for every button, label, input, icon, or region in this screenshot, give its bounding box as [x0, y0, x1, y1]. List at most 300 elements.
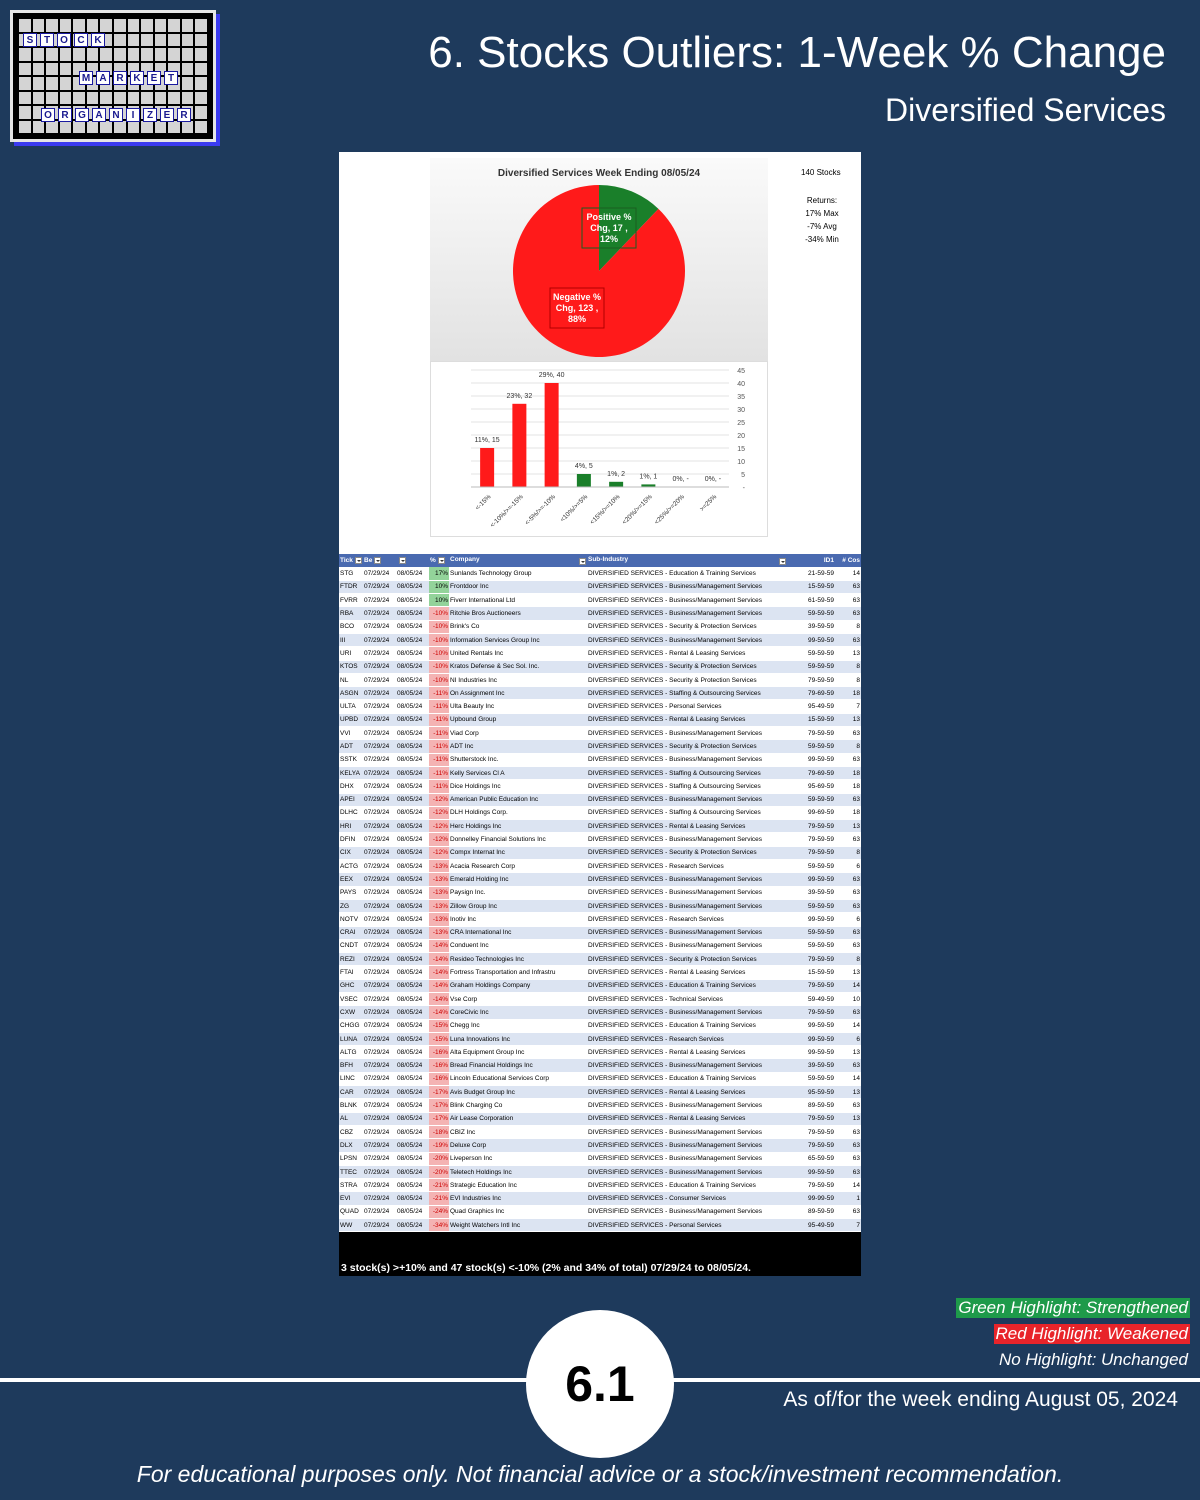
cell-end-date: 08/05/24: [396, 1046, 429, 1059]
bar-data-label: 1%, 1: [639, 473, 658, 481]
table-row[interactable]: [339, 780, 861, 793]
cell-pct-change: -11%: [429, 687, 449, 700]
cell-ticker: BLNK: [339, 1099, 363, 1112]
cell-pct-change: -11%: [429, 780, 449, 793]
cell-begin-date: 07/29/24: [363, 1125, 396, 1138]
logo-tile: [128, 34, 140, 47]
logo-tile: [60, 77, 72, 90]
logo-letter: I: [126, 108, 140, 122]
section-badge: 6.1: [526, 1310, 674, 1458]
table-row[interactable]: [339, 979, 861, 992]
cell-end-date: 08/05/24: [396, 580, 429, 593]
cell-company: Zillow Group Inc: [449, 899, 587, 912]
table-row[interactable]: [339, 806, 861, 819]
logo-word-organizer: [41, 108, 191, 122]
table-row[interactable]: [339, 1179, 861, 1192]
cell-ticker: LPSN: [339, 1152, 363, 1165]
logo-tile: [195, 48, 207, 61]
table-row[interactable]: [339, 993, 861, 1006]
table-row[interactable]: [339, 607, 861, 620]
table-row[interactable]: [339, 873, 861, 886]
table-row[interactable]: [339, 1125, 861, 1138]
cell-pct-change: -10%: [429, 647, 449, 660]
cell-company: Conduent Inc: [449, 939, 587, 952]
col-header-pct[interactable]: %: [429, 554, 449, 567]
cell-begin-date: 07/29/24: [363, 1139, 396, 1152]
table-row[interactable]: [339, 1219, 861, 1232]
logo-word-market: [79, 71, 178, 85]
cell-id1: 59-59-59: [787, 899, 835, 912]
cell-cos: 18: [835, 780, 861, 793]
cell-cos: 63: [835, 873, 861, 886]
cell-begin-date: 07/29/24: [363, 1219, 396, 1232]
table-row[interactable]: [339, 939, 861, 952]
cell-id1: 59-59-59: [787, 860, 835, 873]
cell-end-date: 08/05/24: [396, 886, 429, 899]
bar-data-label: 11%, 15: [474, 437, 500, 444]
cell-company: Liveperson Inc: [449, 1152, 587, 1165]
cell-company: Ritchie Bros Auctioneers: [449, 607, 587, 620]
cell-begin-date: 07/29/24: [363, 1059, 396, 1072]
cell-subindustry: DIVERSIFIED SERVICES - Business/Management Services: [587, 1059, 787, 1072]
cell-end-date: 08/05/24: [396, 966, 429, 979]
logo-tile: [128, 19, 140, 32]
cell-subindustry: DIVERSIFIED SERVICES - Personal Services: [587, 700, 787, 713]
cell-cos: 7: [835, 1219, 861, 1232]
table-row[interactable]: [339, 1019, 861, 1032]
cell-subindustry: DIVERSIFIED SERVICES - Business/Management Services: [587, 1205, 787, 1218]
cell-cos: 13: [835, 713, 861, 726]
logo-letter: C: [74, 33, 88, 47]
cell-company: Viad Corp: [449, 727, 587, 740]
legend-none: No Highlight: Unchanged: [998, 1350, 1188, 1369]
col-header-end[interactable]: [396, 554, 429, 567]
cell-company: NI Industries Inc: [449, 673, 587, 686]
cell-ticker: STG: [339, 567, 363, 580]
cell-subindustry: DIVERSIFIED SERVICES - Business/Management Services: [587, 580, 787, 593]
cell-cos: 8: [835, 953, 861, 966]
logo-tile: [73, 19, 85, 32]
cell-id1: 79-59-59: [787, 1179, 835, 1192]
pie-data-label: Positive %: [586, 212, 632, 222]
cell-begin-date: 07/29/24: [363, 1032, 396, 1045]
filter-dropdown-icon[interactable]: [399, 557, 406, 564]
cell-begin-date: 07/29/24: [363, 1165, 396, 1178]
filter-dropdown-icon[interactable]: [355, 557, 362, 564]
table-row[interactable]: [339, 727, 861, 740]
table-row[interactable]: [339, 793, 861, 806]
logo-letter: Z: [143, 108, 157, 122]
logo-tile: [60, 63, 72, 76]
logo-tile: [60, 19, 72, 32]
table-row[interactable]: [339, 1086, 861, 1099]
cell-pct-change: -14%: [429, 993, 449, 1006]
cell-company: Inotiv Inc: [449, 913, 587, 926]
cell-company: Shutterstock Inc.: [449, 753, 587, 766]
cell-subindustry: DIVERSIFIED SERVICES - Education & Training Services: [587, 1179, 787, 1192]
table-row[interactable]: [339, 846, 861, 859]
table-row[interactable]: [339, 899, 861, 912]
table-row[interactable]: [339, 966, 861, 979]
table-row[interactable]: [339, 567, 861, 580]
cell-end-date: 08/05/24: [396, 913, 429, 926]
cell-begin-date: 07/29/24: [363, 966, 396, 979]
cell-id1: 79-69-59: [787, 687, 835, 700]
pie-chart-title: Diversified Services Week Ending 08/05/24: [497, 168, 701, 179]
table-row[interactable]: [339, 620, 861, 633]
cell-subindustry: DIVERSIFIED SERVICES - Research Services: [587, 913, 787, 926]
cell-pct-change: -16%: [429, 1046, 449, 1059]
filter-dropdown-icon[interactable]: [374, 557, 381, 564]
cell-begin-date: 07/29/24: [363, 740, 396, 753]
cell-pct-change: -21%: [429, 1192, 449, 1205]
cell-end-date: 08/05/24: [396, 939, 429, 952]
cell-begin-date: 07/29/24: [363, 607, 396, 620]
cell-end-date: 08/05/24: [396, 687, 429, 700]
cell-id1: 79-59-59: [787, 953, 835, 966]
cell-begin-date: 07/29/24: [363, 753, 396, 766]
cell-company: Weight Watchers Intl Inc: [449, 1219, 587, 1232]
logo-tile: [87, 92, 99, 105]
cell-ticker: SSTK: [339, 753, 363, 766]
table-row[interactable]: [339, 1046, 861, 1059]
cell-begin-date: 07/29/24: [363, 594, 396, 607]
cell-subindustry: DIVERSIFIED SERVICES - Business/Management Services: [587, 886, 787, 899]
cell-begin-date: 07/29/24: [363, 979, 396, 992]
cell-begin-date: 07/29/24: [363, 913, 396, 926]
col-header-id1[interactable]: ID1: [787, 554, 835, 567]
cell-id1: 79-59-59: [787, 1006, 835, 1019]
cell-company: Information Services Group Inc: [449, 633, 587, 646]
logo-letter: A: [96, 71, 110, 85]
table-row[interactable]: [339, 740, 861, 753]
cell-begin-date: 07/29/24: [363, 1152, 396, 1165]
table-row[interactable]: [339, 713, 861, 726]
col-header-cos[interactable]: # Cos: [835, 554, 861, 567]
outliers-table: [339, 554, 861, 1232]
cell-id1: 59-59-59: [787, 660, 835, 673]
col-header-begin[interactable]: Be: [363, 554, 396, 567]
cell-ticker: URI: [339, 647, 363, 660]
cell-subindustry: DIVERSIFIED SERVICES - Security & Protection Services: [587, 846, 787, 859]
table-row[interactable]: [339, 926, 861, 939]
cell-ticker: VVI: [339, 727, 363, 740]
cell-id1: 79-59-59: [787, 1112, 835, 1125]
cell-ticker: CNDT: [339, 939, 363, 952]
table-row[interactable]: [339, 1152, 861, 1165]
cell-id1: 65-59-59: [787, 1152, 835, 1165]
cell-end-date: 08/05/24: [396, 1205, 429, 1218]
cell-cos: 13: [835, 1046, 861, 1059]
cell-begin-date: 07/29/24: [363, 860, 396, 873]
logo-letter: O: [57, 33, 71, 47]
logo-tile: [168, 92, 180, 105]
table-row[interactable]: [339, 766, 861, 779]
cell-pct-change: 17%: [429, 567, 449, 580]
cell-end-date: 08/05/24: [396, 1165, 429, 1178]
cell-subindustry: DIVERSIFIED SERVICES - Business/Management Services: [587, 1006, 787, 1019]
table-row[interactable]: [339, 820, 861, 833]
cell-cos: 63: [835, 727, 861, 740]
cell-pct-change: -12%: [429, 846, 449, 859]
bar-data-label: 23%, 32: [506, 392, 533, 400]
table-row[interactable]: [339, 1006, 861, 1019]
table-row[interactable]: [339, 1192, 861, 1205]
pie-chart: [430, 158, 768, 361]
cell-pct-change: -14%: [429, 966, 449, 979]
cell-ticker: NOTV: [339, 913, 363, 926]
cell-end-date: 08/05/24: [396, 860, 429, 873]
logo-tile: [46, 48, 58, 61]
cell-company: Kratos Defense & Sec Sol. Inc.: [449, 660, 587, 673]
pie-slice-negative: [513, 185, 685, 357]
table-row[interactable]: [339, 673, 861, 686]
table-row[interactable]: [339, 1099, 861, 1112]
cell-id1: 99-59-59: [787, 633, 835, 646]
cell-pct-change: -17%: [429, 1099, 449, 1112]
cell-company: On Assignment Inc: [449, 687, 587, 700]
cell-cos: 7: [835, 700, 861, 713]
logo-tile: [114, 34, 126, 47]
logo-tile: [73, 121, 85, 134]
table-row[interactable]: [339, 1032, 861, 1045]
cell-company: Dice Holdings Inc: [449, 780, 587, 793]
filter-dropdown-icon[interactable]: [438, 557, 445, 564]
cell-ticker: KTOS: [339, 660, 363, 673]
cell-begin-date: 07/29/24: [363, 647, 396, 660]
cell-begin-date: 07/29/24: [363, 926, 396, 939]
cell-ticker: VSEC: [339, 993, 363, 1006]
cell-pct-change: -17%: [429, 1086, 449, 1099]
cell-company: Graham Holdings Company: [449, 979, 587, 992]
logo-word-stock: [23, 33, 105, 47]
cell-id1: 59-59-59: [787, 939, 835, 952]
x-tick-label: <-5%/>=-10%: [523, 493, 558, 527]
cell-cos: 14: [835, 1072, 861, 1085]
table-row[interactable]: [339, 833, 861, 846]
cell-cos: 63: [835, 1099, 861, 1112]
logo-tile: [182, 77, 194, 90]
cell-cos: 63: [835, 580, 861, 593]
cell-pct-change: -18%: [429, 1125, 449, 1138]
logo-tile: [19, 92, 31, 105]
cell-end-date: 08/05/24: [396, 1125, 429, 1138]
cell-ticker: EVI: [339, 1192, 363, 1205]
cell-cos: 8: [835, 620, 861, 633]
table-row[interactable]: [339, 580, 861, 593]
disclaimer: For educational purposes only. Not financial advice or a stock/investment recommendation.: [136, 1461, 1064, 1487]
cell-ticker: ULTA: [339, 700, 363, 713]
pie-data-label: Chg, 123 ,: [555, 303, 599, 313]
cell-ticker: III: [339, 633, 363, 646]
cell-begin-date: 07/29/24: [363, 1046, 396, 1059]
cell-end-date: 08/05/24: [396, 1006, 429, 1019]
logo-tile: [19, 121, 31, 134]
filter-dropdown-icon[interactable]: [579, 558, 586, 565]
cell-ticker: FTAI: [339, 966, 363, 979]
cell-subindustry: DIVERSIFIED SERVICES - Research Services: [587, 860, 787, 873]
cell-ticker: KELYA: [339, 766, 363, 779]
col-header-subindustry[interactable]: Sub-Industry: [587, 554, 787, 567]
cell-begin-date: 07/29/24: [363, 766, 396, 779]
logo-tile: [114, 92, 126, 105]
logo-tile: [195, 19, 207, 32]
bar-data-label: 29%, 40: [538, 372, 565, 379]
bar-data-label: 4%, 5: [574, 463, 593, 470]
logo-letter: K: [130, 71, 144, 85]
cell-id1: 79-59-59: [787, 979, 835, 992]
col-header-company[interactable]: Company: [449, 554, 587, 567]
cell-company: Emerald Holding Inc: [449, 873, 587, 886]
table-row[interactable]: [339, 913, 861, 926]
cell-company: CRA International Inc: [449, 926, 587, 939]
cell-subindustry: DIVERSIFIED SERVICES - Education & Training Services: [587, 1072, 787, 1085]
table-row[interactable]: [339, 860, 861, 873]
cell-ticker: RBA: [339, 607, 363, 620]
cell-company: Deluxe Corp: [449, 1139, 587, 1152]
cell-id1: 21-59-59: [787, 567, 835, 580]
logo-tile: [87, 48, 99, 61]
bar: [545, 383, 559, 487]
cell-ticker: UPBD: [339, 713, 363, 726]
cell-id1: 39-59-59: [787, 1059, 835, 1072]
logo-tile: [182, 121, 194, 134]
table-row[interactable]: [339, 753, 861, 766]
logo-tile: [19, 19, 31, 32]
cell-company: Luna Innovations Inc: [449, 1032, 587, 1045]
cell-company: Vse Corp: [449, 993, 587, 1006]
x-tick-label: <20%/>=15%: [621, 493, 654, 527]
col-header-ticker[interactable]: Tick: [339, 554, 363, 567]
cell-company: Kelly Services Cl A: [449, 766, 587, 779]
table-row[interactable]: [339, 700, 861, 713]
cell-cos: 18: [835, 806, 861, 819]
cell-company: Fortress Transportation and Infrastru: [449, 966, 587, 979]
cell-cos: 63: [835, 1139, 861, 1152]
cell-company: Sunlands Technology Group: [449, 567, 587, 580]
table-row[interactable]: [339, 1139, 861, 1152]
logo-tile: [195, 63, 207, 76]
table-row[interactable]: [339, 647, 861, 660]
logo-tile: [128, 48, 140, 61]
cell-id1: 99-59-59: [787, 1032, 835, 1045]
table-row[interactable]: [339, 633, 861, 646]
cell-pct-change: -11%: [429, 727, 449, 740]
logo-tile: [60, 48, 72, 61]
logo-tile: [19, 48, 31, 61]
logo-tile: [195, 106, 207, 119]
page-title: 6. Stocks Outliers: 1-Week % Change: [428, 28, 1166, 77]
cell-subindustry: DIVERSIFIED SERVICES - Business/Management Services: [587, 899, 787, 912]
cell-ticker: FVRR: [339, 594, 363, 607]
cell-end-date: 08/05/24: [396, 820, 429, 833]
logo-tile: [182, 19, 194, 32]
table-row[interactable]: [339, 1059, 861, 1072]
x-tick-label: <25%/>=20%: [653, 493, 687, 527]
bar-chart-area: [430, 361, 768, 537]
table-row[interactable]: [339, 1205, 861, 1218]
cell-ticker: WW: [339, 1219, 363, 1232]
cell-cos: 6: [835, 860, 861, 873]
logo-tile: [33, 77, 45, 90]
cell-end-date: 08/05/24: [396, 846, 429, 859]
logo-tile: [33, 63, 45, 76]
cell-company: Bread Financial Holdings Inc: [449, 1059, 587, 1072]
cell-subindustry: DIVERSIFIED SERVICES - Business/Management Services: [587, 727, 787, 740]
cell-pct-change: -10%: [429, 673, 449, 686]
logo-tile: [182, 92, 194, 105]
panel-summary: 3 stock(s) >+10% and 47 stock(s) <-10% (2% and 34% of total) 07/29/24 to 08/05/24.: [341, 1262, 751, 1274]
cell-company: Blink Charging Co: [449, 1099, 587, 1112]
cell-pct-change: -10%: [429, 633, 449, 646]
cell-begin-date: 07/29/24: [363, 1006, 396, 1019]
pie-data-label: Negative %: [552, 292, 602, 302]
cell-cos: 63: [835, 793, 861, 806]
cell-id1: 79-59-59: [787, 1125, 835, 1138]
cell-begin-date: 07/29/24: [363, 873, 396, 886]
bar-data-label: 0%, -: [672, 476, 689, 483]
filter-dropdown-icon[interactable]: [779, 558, 786, 565]
cell-pct-change: -11%: [429, 766, 449, 779]
table-row[interactable]: [339, 1112, 861, 1125]
cell-pct-change: -13%: [429, 886, 449, 899]
logo-letter: T: [164, 71, 178, 85]
cell-ticker: CHGG: [339, 1019, 363, 1032]
cell-subindustry: DIVERSIFIED SERVICES - Education & Training Services: [587, 979, 787, 992]
logo-tile: [60, 92, 72, 105]
table-row[interactable]: [339, 687, 861, 700]
cell-end-date: 08/05/24: [396, 1179, 429, 1192]
cell-subindustry: DIVERSIFIED SERVICES - Business/Management Services: [587, 753, 787, 766]
cell-cos: 13: [835, 966, 861, 979]
cell-company: Lincoln Educational Services Corp: [449, 1072, 587, 1085]
cell-subindustry: DIVERSIFIED SERVICES - Business/Management Services: [587, 1125, 787, 1138]
cell-ticker: QUAD: [339, 1205, 363, 1218]
cell-end-date: 08/05/24: [396, 1139, 429, 1152]
table-row[interactable]: [339, 1072, 861, 1085]
cell-company: United Rentals Inc: [449, 647, 587, 660]
cell-ticker: ACTG: [339, 860, 363, 873]
cell-pct-change: -21%: [429, 1179, 449, 1192]
logo-tile: [100, 121, 112, 134]
cell-id1: 61-59-59: [787, 594, 835, 607]
cell-end-date: 08/05/24: [396, 567, 429, 580]
cell-end-date: 08/05/24: [396, 727, 429, 740]
cell-cos: 10: [835, 993, 861, 1006]
cell-cos: 63: [835, 753, 861, 766]
logo-tile: [33, 48, 45, 61]
cell-subindustry: DIVERSIFIED SERVICES - Security & Protection Services: [587, 660, 787, 673]
cell-id1: 95-59-59: [787, 1086, 835, 1099]
cell-cos: 63: [835, 926, 861, 939]
cell-id1: 95-69-59: [787, 780, 835, 793]
cell-end-date: 08/05/24: [396, 1219, 429, 1232]
cell-id1: 39-59-59: [787, 886, 835, 899]
y-tick-label: 35: [737, 394, 745, 401]
cell-ticker: CAR: [339, 1086, 363, 1099]
table-row[interactable]: [339, 594, 861, 607]
table-row[interactable]: [339, 1165, 861, 1178]
cell-subindustry: DIVERSIFIED SERVICES - Business/Management Services: [587, 793, 787, 806]
cell-id1: 99-59-59: [787, 1046, 835, 1059]
cell-end-date: 08/05/24: [396, 1059, 429, 1072]
cell-cos: 63: [835, 899, 861, 912]
table-row[interactable]: [339, 660, 861, 673]
cell-id1: 99-69-59: [787, 806, 835, 819]
cell-begin-date: 07/29/24: [363, 727, 396, 740]
table-row[interactable]: [339, 953, 861, 966]
table-row[interactable]: [339, 886, 861, 899]
